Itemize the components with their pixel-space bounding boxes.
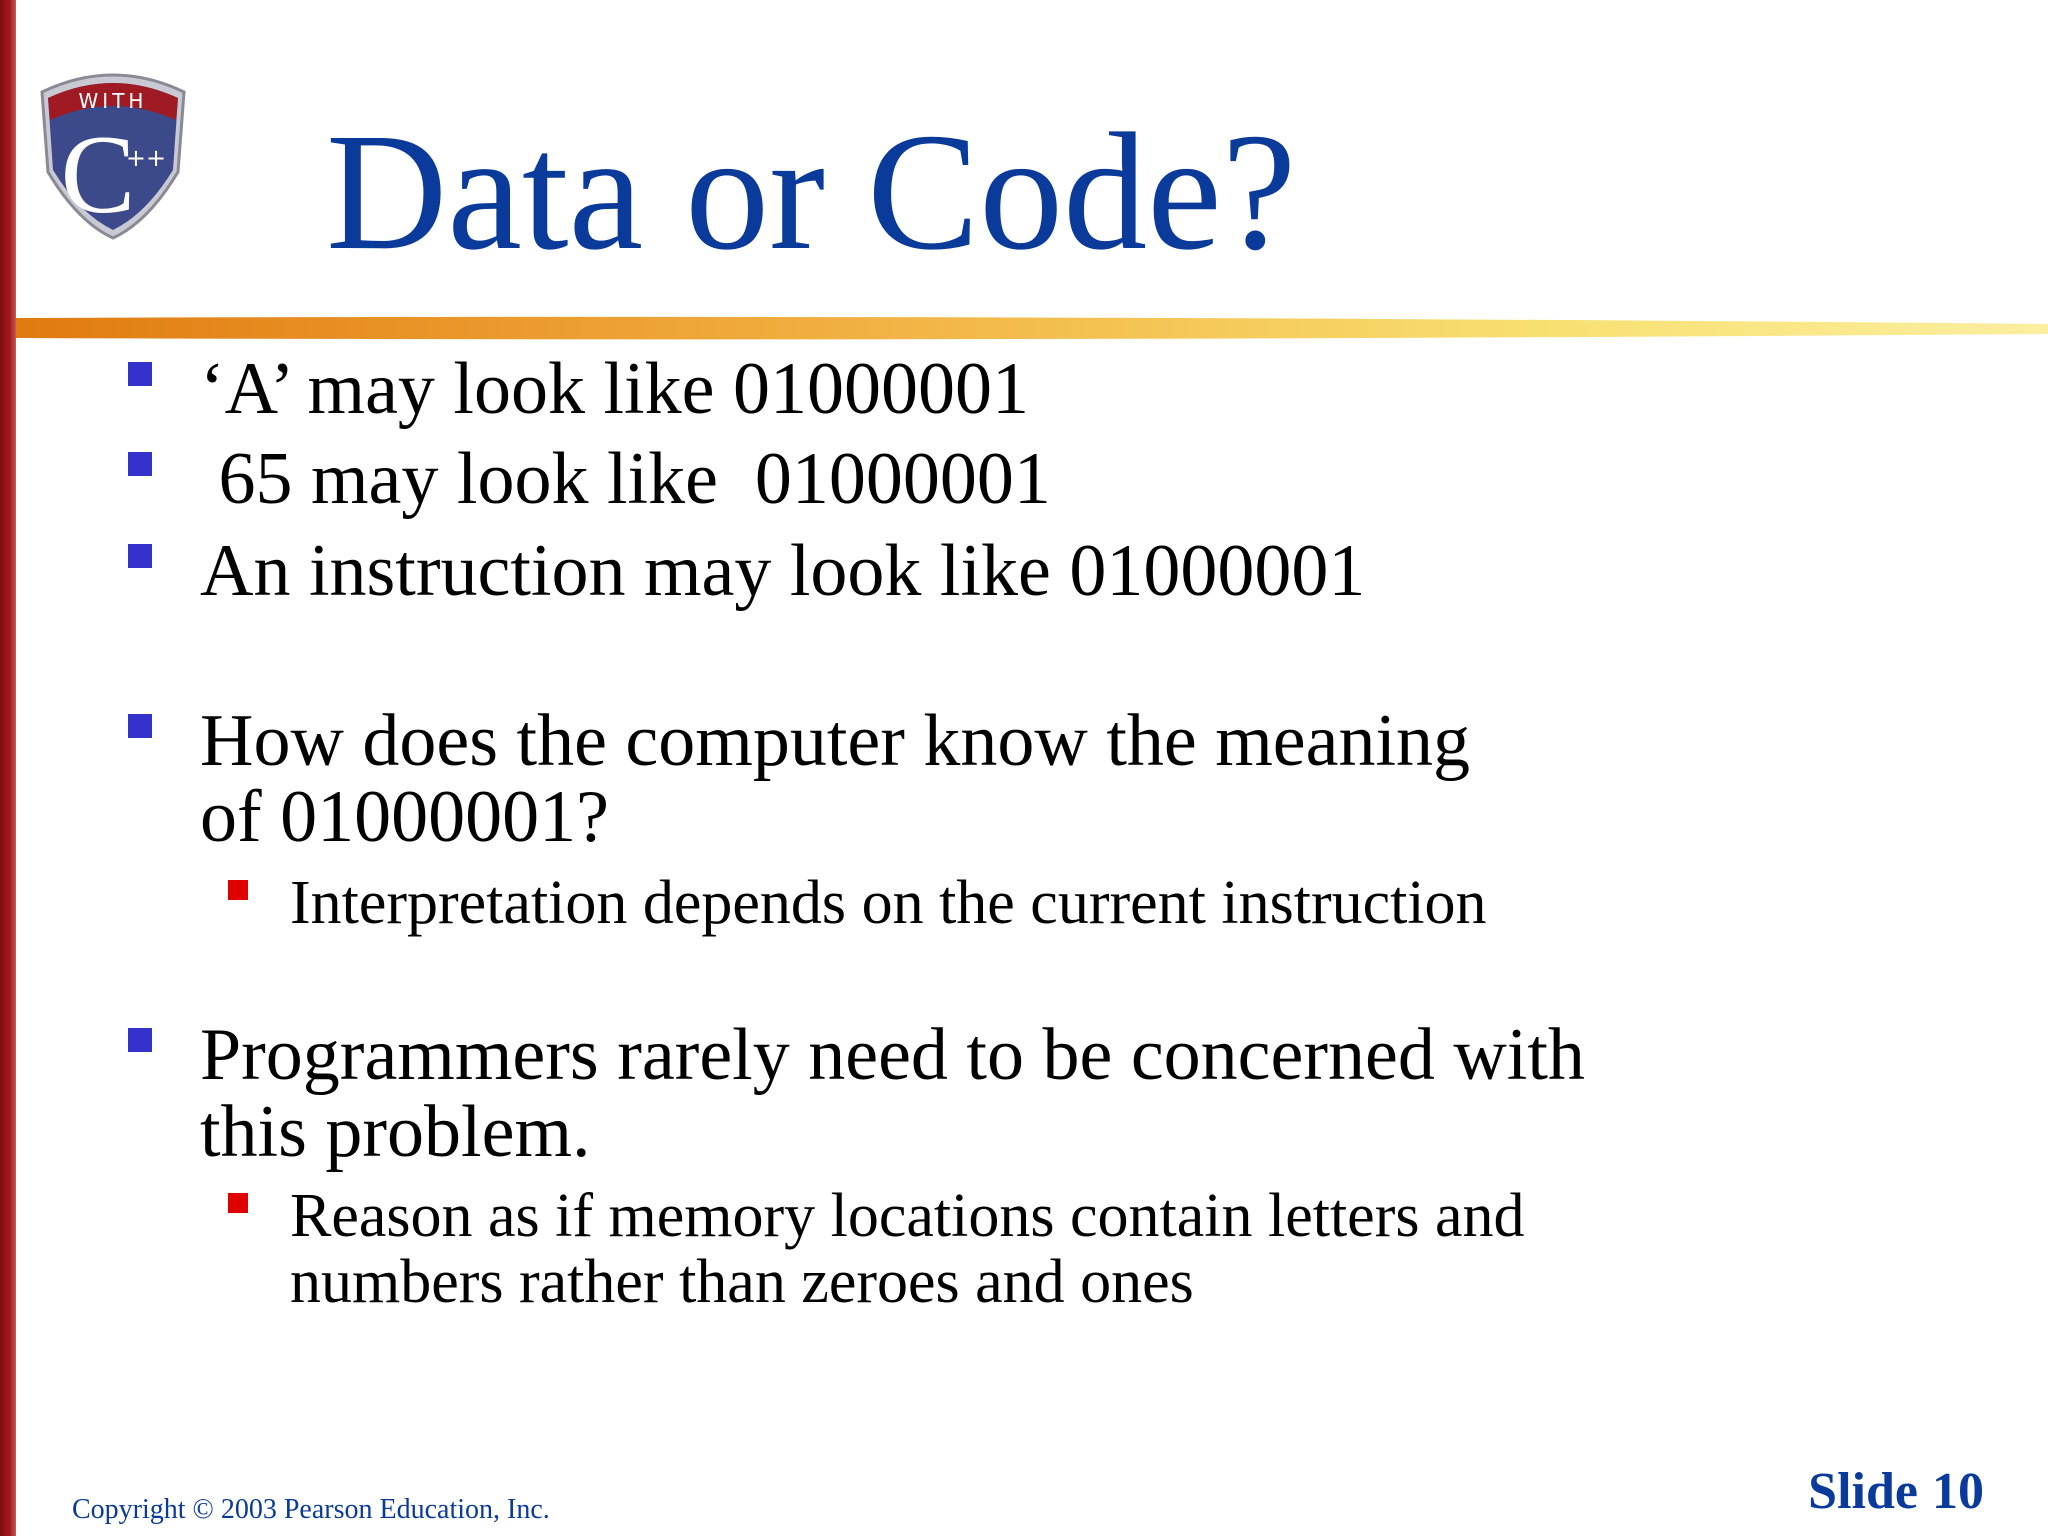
sub-bullet-item-line: numbers rather than zeroes and ones [290,1248,1194,1316]
sub-bullet-item-line: Reason as if memory locations contain letters and [290,1182,1525,1250]
svg-text:WITH: WITH [78,89,148,113]
bullet-marker [128,1028,152,1052]
svg-text:++: ++ [125,144,167,172]
bullet-marker [128,714,152,738]
bullet-item-line: Programmers rarely need to be concerned with [200,1014,1585,1096]
bullet-marker [128,362,152,386]
sub-bullet-marker [228,880,248,900]
copyright-notice: Copyright © 2003 Pearson Education, Inc. [72,1494,550,1525]
bullet-item-line: How does the computer know the meaning [200,700,1471,782]
slide-number-value: 10 [1932,1463,1984,1520]
slide-number [1808,1462,1984,1521]
svg-text:C: C [60,113,136,237]
slide-title: Data or Code? [326,99,1297,285]
bullet-item-line: this problem. [200,1091,591,1173]
bullet-item: 65 may look like 01000001 [200,438,1051,520]
bullet-item-line: of 01000001? [200,776,609,858]
bullet-marker [128,544,152,568]
bullet-marker [128,452,152,476]
bullet-item: ‘A’ may look like 01000001 [200,348,1029,430]
slide-label: Slide [1808,1463,1918,1520]
bullet-item: An instruction may look like 01000001 [200,530,1366,612]
sub-bullet-item: Interpretation depends on the current instruction [290,869,1487,937]
sub-bullet-marker [228,1193,248,1213]
